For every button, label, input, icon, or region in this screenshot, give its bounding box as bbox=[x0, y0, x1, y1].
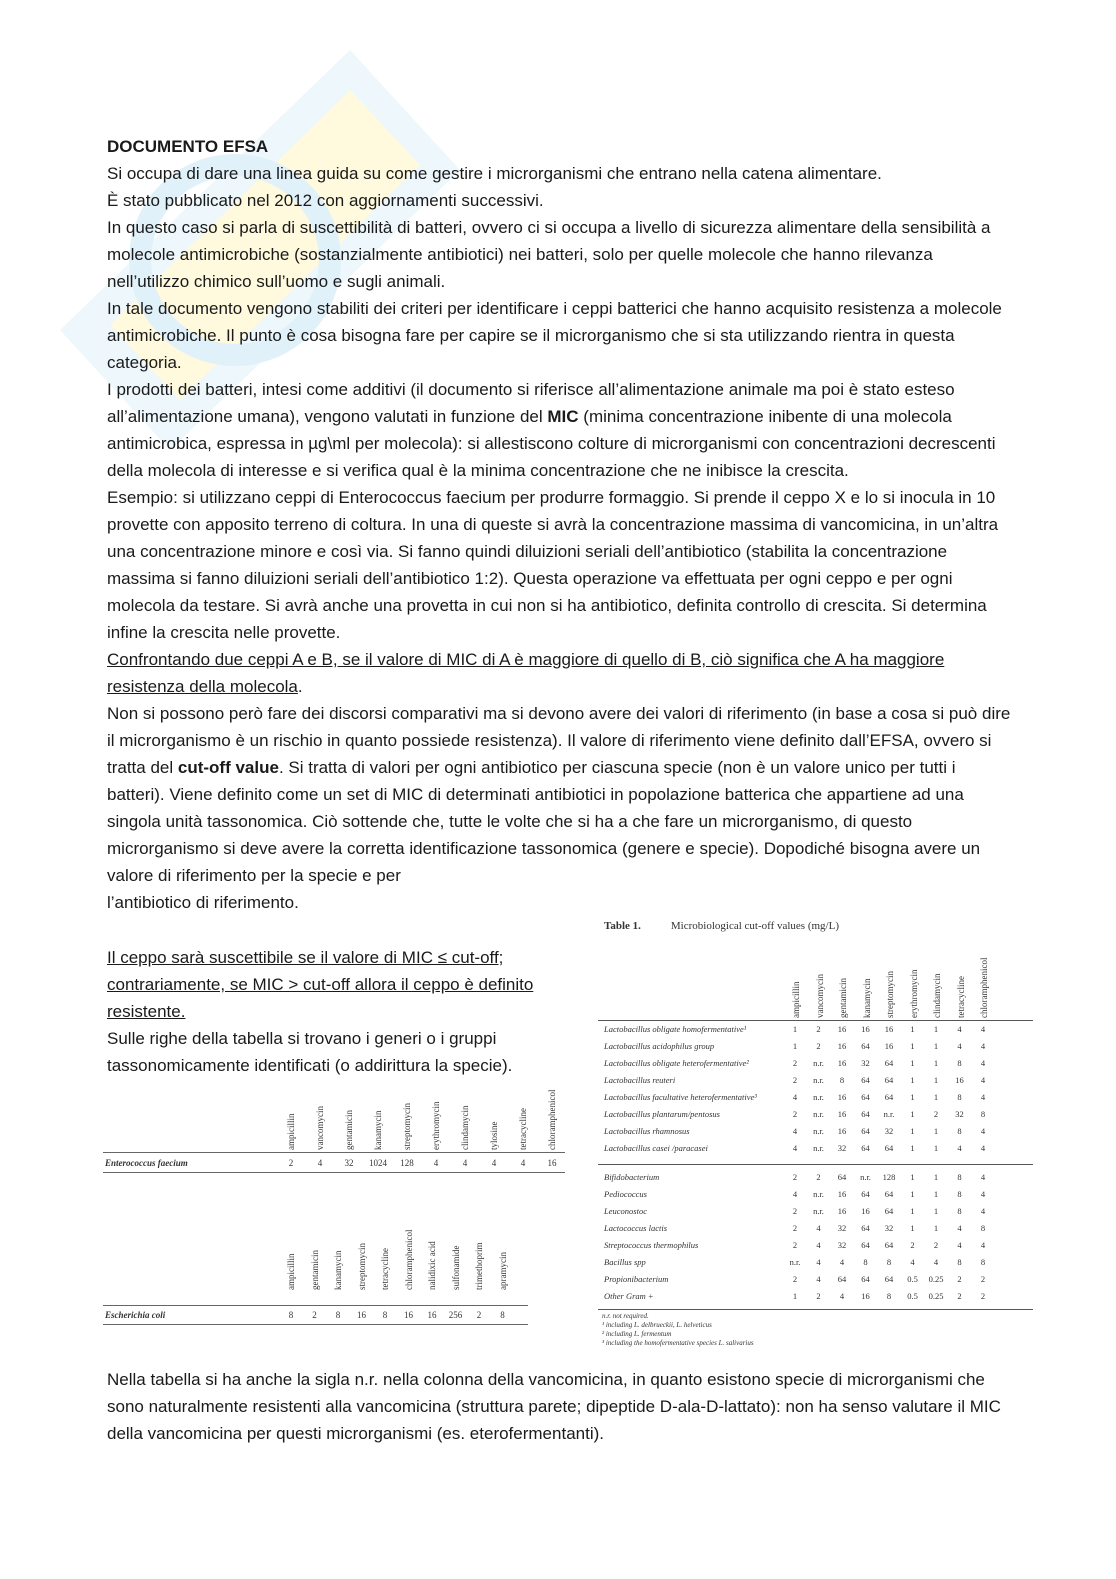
table-cell: 16 bbox=[837, 1189, 847, 1199]
table-cell: 1 bbox=[910, 1075, 915, 1085]
table-cell: 16 bbox=[861, 1206, 870, 1216]
table-cell: 2 bbox=[910, 1240, 915, 1250]
table-cell: 1 bbox=[792, 1041, 798, 1051]
column-header: gentamicin bbox=[838, 978, 848, 1018]
table-cell: 64 bbox=[861, 1274, 870, 1284]
footer-rule bbox=[103, 1172, 565, 1173]
table-cell: 64 bbox=[861, 1126, 870, 1136]
table-cell: 8 bbox=[957, 1189, 962, 1199]
table-cell: 64 bbox=[861, 1109, 870, 1119]
footer-rule bbox=[598, 1309, 1033, 1310]
table-cell: 4 bbox=[816, 1274, 821, 1284]
table-cell: 8 bbox=[839, 1075, 845, 1085]
table-cell: 2 bbox=[792, 1274, 798, 1284]
closing-paragraph bbox=[107, 1366, 1012, 1447]
column-header: streptomycin bbox=[885, 971, 895, 1018]
table-cell: 64 bbox=[861, 1223, 870, 1233]
table-cell: 4 bbox=[957, 1143, 962, 1153]
table-cell: 4 bbox=[816, 1240, 821, 1250]
table-cell: 64 bbox=[837, 1172, 847, 1182]
group-rule bbox=[598, 1164, 1033, 1165]
table-cell: n.r. bbox=[860, 1172, 871, 1182]
table-cell: 2 bbox=[816, 1041, 821, 1051]
table-cell: 2 bbox=[957, 1274, 962, 1284]
lactobacillus-row-label: Lactobacillus acidophilus group bbox=[604, 1041, 715, 1051]
paragraph-comparison bbox=[107, 646, 1012, 700]
table-cell: n.r. bbox=[813, 1126, 824, 1136]
column-header: chloramphenicol bbox=[979, 957, 989, 1018]
table-cell: 64 bbox=[861, 1189, 870, 1199]
table-cell: 1 bbox=[933, 1092, 939, 1102]
table-cell: 0.5 bbox=[907, 1274, 918, 1284]
table-cell: 8 bbox=[957, 1092, 962, 1102]
table-cell: 16 bbox=[404, 1310, 413, 1320]
table-cell: 1 bbox=[910, 1172, 915, 1182]
other-genus-row-label: Other Gram + bbox=[604, 1291, 654, 1301]
table-footnote: ³ including the homofermentative species L. salivarius bbox=[602, 1339, 754, 1347]
table-cell: 1 bbox=[910, 1223, 915, 1233]
table-cell: 8 bbox=[382, 1310, 388, 1320]
other-genus-row-label: Streptococcus thermophilus bbox=[604, 1240, 699, 1250]
header-rule bbox=[103, 1152, 565, 1153]
comparison-underlined: Confrontando due ceppi A e B, se il valore di MIC di A è maggiore di quello di B, ciò significa che A ha maggiore resistenza della molecola bbox=[107, 650, 945, 696]
table-cell: 4 bbox=[317, 1158, 323, 1168]
other-genus-row-label: Pediococcus bbox=[604, 1189, 647, 1199]
table-cell: 2 bbox=[288, 1158, 294, 1168]
column-header: erythromycin bbox=[908, 969, 919, 1018]
mic-text-after: (minima concentrazione inibente di una molecola antimicrobica, espressa in µg\ml per molecola): si allestiscono colture di microrganismi con concentrazioni decrescenti della molecola di interesse e si verifica qual è la minima concentrazione che ne inibisce la crescita. bbox=[107, 407, 996, 480]
column-header: kanamycin bbox=[333, 1250, 343, 1290]
table-cell: n.r. bbox=[789, 1257, 801, 1267]
cutoff-text-before: Non si possono però fare dei discorsi comparativi ma si devono avere dei valori di riferimento (in base a cosa si può dire il microrganismo è un rischio in quanto possiede resistenza). Il valore di riferimento viene definito dall’EFSA, ovvero si tratta del bbox=[107, 704, 1011, 777]
table-cell: 2 bbox=[792, 1223, 798, 1233]
table-cell: 4 bbox=[980, 1172, 986, 1182]
lactobacillus-row-label: Lactobacillus plantarum/pentosus bbox=[604, 1109, 720, 1119]
table-cell: 64 bbox=[837, 1274, 847, 1284]
table-cell: 64 bbox=[884, 1092, 894, 1102]
table-cell: 16 bbox=[884, 1024, 894, 1034]
table-cell: 256 bbox=[448, 1310, 463, 1320]
table-cell: 1 bbox=[933, 1143, 939, 1153]
paragraph-cutoff bbox=[107, 700, 1012, 889]
paragraph-susceptibility: In questo caso si parla di suscettibilità di batteri, ovvero ci si occupa a livello di sicurezza alimentare della sensibilità a molecole antimicrobiche (sostanzialmente antibiotici) nei batteri, solo per quelle molecole che hanno rilevanza nell’utilizzo chimico sull’uomo e sugli animali. bbox=[107, 218, 991, 291]
table-cell: 16 bbox=[837, 1058, 847, 1068]
row-label: Enterococcus faecium bbox=[105, 1158, 188, 1168]
table-cell: 4 bbox=[933, 1257, 939, 1267]
table-cell: 16 bbox=[837, 1109, 847, 1119]
lactobacillus-row-label: Lactobacillus reuteri bbox=[604, 1075, 676, 1085]
table-cell: 2 bbox=[476, 1310, 482, 1320]
table-cell: 64 bbox=[884, 1240, 894, 1250]
column-header: clindamycin bbox=[932, 973, 942, 1018]
cutoff-term: cut-off value bbox=[177, 758, 279, 777]
table-cell: 1 bbox=[933, 1206, 939, 1216]
table-cell: 1 bbox=[933, 1223, 939, 1233]
table-cell: 4 bbox=[910, 1257, 915, 1267]
footer-rule bbox=[103, 1324, 528, 1325]
table-cell: 2 bbox=[792, 1058, 798, 1068]
table-cell: 32 bbox=[344, 1158, 354, 1168]
column-header: gentamicin bbox=[309, 1250, 320, 1290]
column-header: vancomycin bbox=[315, 1106, 325, 1150]
table-cell: n.r. bbox=[883, 1109, 895, 1119]
table-cell: 16 bbox=[955, 1075, 964, 1085]
table-cell: 4 bbox=[957, 1041, 962, 1051]
table-cell: 1 bbox=[910, 1189, 915, 1199]
closing-text: Nella tabella si ha anche la sigla n.r. nella colonna della vancomicina, in quanto esistono specie di microrganismi che sono naturalmente resistenti alla vancomicina (struttura parete; dipeptide D-ala-D-lattato): non ha senso valutare il MIC della vancomicina per questi microrganismi (es. eterofermentanti). bbox=[107, 1370, 1001, 1443]
column-header: gentamicin bbox=[344, 1110, 354, 1150]
table-cell: 4 bbox=[792, 1092, 798, 1102]
table-footnote: ² including L. fermentum bbox=[602, 1330, 672, 1338]
table-cell: 4 bbox=[462, 1158, 468, 1168]
lactobacillus-row-label: Lactobacillus casei /paracasei bbox=[604, 1143, 708, 1153]
table-cell: 2 bbox=[933, 1240, 939, 1250]
column-header: tetracycline bbox=[518, 1108, 528, 1150]
table-cell: n.r. bbox=[813, 1206, 824, 1216]
table-cell: 2 bbox=[816, 1172, 821, 1182]
table-cell: 16 bbox=[837, 1024, 847, 1034]
table-cell: 8 bbox=[288, 1310, 294, 1320]
table-cell: 8 bbox=[957, 1206, 962, 1216]
table-cell: 64 bbox=[884, 1189, 894, 1199]
table-cell: 1 bbox=[792, 1291, 798, 1301]
table-cell: 8 bbox=[980, 1109, 986, 1119]
table-cell: 4 bbox=[792, 1143, 798, 1153]
table-cell: 1 bbox=[933, 1041, 939, 1051]
table-cell: 8 bbox=[886, 1257, 892, 1267]
header-rule bbox=[598, 1020, 1033, 1021]
table-cell: 4 bbox=[957, 1240, 962, 1250]
table-cell: n.r. bbox=[813, 1092, 824, 1102]
table-cell: 8 bbox=[957, 1126, 962, 1136]
table-cell: 32 bbox=[837, 1240, 847, 1250]
table-cell: n.r. bbox=[813, 1189, 824, 1199]
table-footnote: n.r. not required. bbox=[602, 1312, 649, 1320]
table-cell: 1 bbox=[933, 1075, 939, 1085]
table-cell: 8 bbox=[980, 1257, 986, 1267]
table-cell: 4 bbox=[839, 1257, 845, 1267]
header-rule bbox=[103, 1305, 528, 1306]
table-cell: 1 bbox=[933, 1058, 939, 1068]
table-cell: 16 bbox=[837, 1126, 847, 1136]
table-cell: 4 bbox=[433, 1158, 439, 1168]
other-genus-row-label: Leuconostoc bbox=[604, 1206, 647, 1216]
table-cell: 16 bbox=[861, 1291, 870, 1301]
table-cell: 64 bbox=[884, 1143, 894, 1153]
table-cell: 128 bbox=[400, 1158, 414, 1168]
other-genus-row-label: Lactococcus lactis bbox=[604, 1223, 668, 1233]
table-cell: 64 bbox=[861, 1075, 870, 1085]
table-footnote: ¹ including L. delbrueckii, L. helveticus bbox=[602, 1321, 712, 1329]
table-cell: 8 bbox=[980, 1223, 986, 1233]
table-cell: 1 bbox=[910, 1109, 915, 1119]
table-cell: 4 bbox=[816, 1257, 821, 1267]
table-cell: 1 bbox=[933, 1024, 939, 1034]
table-cell: 4 bbox=[980, 1024, 986, 1034]
table-cell: n.r. bbox=[813, 1075, 824, 1085]
table-cell: 1 bbox=[933, 1172, 939, 1182]
table-cell: 64 bbox=[861, 1092, 870, 1102]
table-cell: 4 bbox=[980, 1206, 986, 1216]
table-cell: 2 bbox=[792, 1240, 798, 1250]
table-1-label: Table 1. bbox=[604, 920, 641, 932]
table-cell: 2 bbox=[792, 1109, 798, 1119]
column-header: ampicillin bbox=[286, 1253, 296, 1290]
table-cell: 16 bbox=[837, 1092, 847, 1102]
cutoff-text-after: . Si tratta di valori per ogni antibiotico per ciascuna specie (non è un valore unico per tutti i batteri). Viene definito come un set di MIC di determinati antibiotici in popolazione batterica che appartiene ad una singola unità tassonomica. Ciò sottende che, tutte le volte che si ha a che fare un microrganismo, di questo microrganismo si deve avere la corretta identificazione tassonomica (genere e specie). Dopodiché bisogna avere un valore di riferimento per la specie e per bbox=[107, 758, 981, 885]
table-cell: 2 bbox=[957, 1291, 962, 1301]
table-cell: 16 bbox=[861, 1024, 870, 1034]
table-cell: 4 bbox=[980, 1189, 986, 1199]
table-cell: 2 bbox=[792, 1075, 798, 1085]
column-header: nalidixic acid bbox=[427, 1241, 437, 1290]
table-cell: n.r. bbox=[813, 1058, 824, 1068]
table-cell: 4 bbox=[792, 1126, 798, 1136]
table-cell: 16 bbox=[427, 1310, 437, 1320]
column-header: erythromycin bbox=[431, 1101, 441, 1150]
table-cell: 1 bbox=[910, 1143, 915, 1153]
table-cell: 1 bbox=[910, 1041, 915, 1051]
table-cell: 2 bbox=[792, 1172, 798, 1182]
table-cell: 2 bbox=[980, 1291, 986, 1301]
other-genus-row-label: Propionibacterium bbox=[604, 1274, 669, 1284]
table-cell: n.r. bbox=[813, 1109, 824, 1119]
column-header: vancomycin bbox=[814, 974, 825, 1018]
table-cell: 8 bbox=[886, 1291, 892, 1301]
lactobacillus-row-label: Lactobacillus obligate homofermentative¹ bbox=[604, 1024, 747, 1034]
table-cell: 16 bbox=[547, 1158, 557, 1168]
table-cell: 0.25 bbox=[928, 1274, 944, 1284]
table-cell: 32 bbox=[884, 1223, 894, 1233]
table-cell: 4 bbox=[980, 1058, 986, 1068]
table-cell: 128 bbox=[882, 1172, 896, 1182]
table-cell: 64 bbox=[884, 1274, 894, 1284]
table-cell: 16 bbox=[357, 1310, 366, 1320]
column-header: ampicillin bbox=[286, 1113, 296, 1150]
table-cell: 4 bbox=[839, 1291, 845, 1301]
table-cell: 8 bbox=[957, 1257, 962, 1267]
column-header: tetracycline bbox=[380, 1248, 390, 1290]
column-header: trimethoprim bbox=[474, 1242, 484, 1290]
table-cell: 2 bbox=[933, 1109, 939, 1119]
paragraph-cutoff-last: l’antibiotico di riferimento. bbox=[107, 893, 299, 912]
column-header: clindamycin bbox=[460, 1105, 470, 1150]
table-cell: 1 bbox=[933, 1189, 939, 1199]
table-1-caption: Microbiological cut-off values (mg/L) bbox=[670, 920, 840, 932]
table-cell: 1 bbox=[910, 1092, 915, 1102]
column-header: sulfonamide bbox=[450, 1245, 461, 1290]
other-genus-row-label: Bacillus spp bbox=[604, 1257, 646, 1267]
table-cell: 64 bbox=[884, 1058, 894, 1068]
table-cell: 4 bbox=[980, 1092, 986, 1102]
table-cell: 4 bbox=[816, 1223, 821, 1233]
rule-plain: Sulle righe della tabella si trovano i generi o i gruppi tassonomicamente identificati (o addirittura la specie). bbox=[107, 1029, 513, 1075]
other-genus-row-label: Bifidobacterium bbox=[604, 1172, 660, 1182]
table-cell: 4 bbox=[980, 1240, 986, 1250]
table-cell: 64 bbox=[884, 1075, 894, 1085]
table-cell: 8 bbox=[500, 1310, 505, 1320]
column-header: chloramphenicol bbox=[547, 1089, 557, 1150]
table-cell: 1 bbox=[910, 1126, 915, 1136]
column-header: kanamycin bbox=[373, 1110, 383, 1150]
table-cell: 0.25 bbox=[928, 1291, 944, 1301]
table-cell: 2 bbox=[816, 1291, 821, 1301]
table-cell: 2 bbox=[980, 1274, 986, 1284]
table-cell: 8 bbox=[957, 1172, 962, 1182]
table-cell: 8 bbox=[863, 1257, 868, 1267]
table-cell: 0.5 bbox=[907, 1291, 918, 1301]
table-cell: 1 bbox=[933, 1126, 939, 1136]
table-cell: 32 bbox=[837, 1143, 847, 1153]
column-header: kanamycin bbox=[861, 978, 872, 1018]
table-cell: n.r. bbox=[813, 1143, 824, 1153]
table-cell: 32 bbox=[955, 1109, 964, 1119]
paragraph-intro: Si occupa di dare una linea guida su come gestire i microrganismi che entrano nella catena alimentare. bbox=[107, 164, 882, 183]
table-cell: 1 bbox=[910, 1206, 915, 1216]
table-cell: 32 bbox=[884, 1126, 894, 1136]
table-cell: 8 bbox=[957, 1058, 962, 1068]
column-header: streptomycin bbox=[402, 1103, 412, 1150]
table-cell: 4 bbox=[491, 1158, 497, 1168]
table-cell: 2 bbox=[792, 1206, 798, 1216]
table-cell: 64 bbox=[861, 1240, 870, 1250]
column-header: apramycin bbox=[497, 1252, 508, 1290]
table-cell: 4 bbox=[520, 1158, 526, 1168]
table-cell: 64 bbox=[861, 1041, 870, 1051]
comparison-tail: . bbox=[297, 677, 303, 696]
table-cell: 32 bbox=[861, 1058, 870, 1068]
table-cell: 1024 bbox=[369, 1158, 387, 1168]
table-cell: 4 bbox=[980, 1041, 986, 1051]
mic-text-before: I prodotti dei batteri, intesi come additivi (il documento si riferisce all’alimentazione animale ma poi è stato esteso all’alimentazione umana), vengono valutati in funzione del bbox=[107, 380, 955, 426]
column-header: streptomycin bbox=[356, 1243, 367, 1290]
column-header: tylosine bbox=[489, 1121, 499, 1150]
column-header: chloramphenicol bbox=[403, 1229, 414, 1290]
table-cell: 4 bbox=[980, 1143, 986, 1153]
main-text bbox=[107, 133, 1012, 916]
column-header: ampicillin bbox=[791, 981, 801, 1018]
mic-term: MIC bbox=[547, 407, 579, 426]
column-header: tetracycline bbox=[955, 976, 966, 1018]
paragraph-mic bbox=[107, 376, 1012, 484]
document-heading: DOCUMENTO EFSA bbox=[107, 137, 269, 156]
lactobacillus-row-label: Lactobacillus obligate heterofermentative² bbox=[604, 1058, 749, 1068]
table-1-cutoff-values bbox=[598, 918, 1033, 1348]
paragraph-published: È stato pubblicato nel 2012 con aggiornamenti successivi. bbox=[107, 191, 544, 210]
table-cell: 16 bbox=[837, 1206, 847, 1216]
row-label: Escherichia coli bbox=[105, 1310, 166, 1320]
table-cell: 4 bbox=[957, 1223, 962, 1233]
table-cell: 8 bbox=[335, 1310, 341, 1320]
rule-underlined: Il ceppo sarà suscettibile se il valore di MIC ≤ cut-off; contrariamente, se MIC > cut-off allora il ceppo è definito resistente. bbox=[107, 948, 534, 1021]
table-enterococcus-faecium bbox=[103, 1088, 565, 1178]
table-escherichia-coli bbox=[103, 1212, 528, 1327]
table-cell: 1 bbox=[910, 1024, 915, 1034]
table-1-title bbox=[604, 920, 839, 932]
table-cell: 4 bbox=[980, 1126, 986, 1136]
table-cell: 4 bbox=[980, 1075, 986, 1085]
table-cell: 64 bbox=[884, 1206, 894, 1216]
rule-text bbox=[107, 944, 577, 1079]
table-cell: 4 bbox=[957, 1024, 962, 1034]
table-cell: 2 bbox=[816, 1024, 821, 1034]
table-cell: 2 bbox=[312, 1310, 317, 1320]
table-cell: 32 bbox=[837, 1223, 847, 1233]
lactobacillus-row-label: Lactobacillus facultative heterofermentative³ bbox=[604, 1092, 757, 1102]
table-cell: 16 bbox=[884, 1041, 894, 1051]
table-cell: 1 bbox=[792, 1024, 798, 1034]
lactobacillus-row-label: Lactobacillus rhamnosus bbox=[604, 1126, 690, 1136]
table-cell: 16 bbox=[837, 1041, 847, 1051]
table-cell: 64 bbox=[861, 1143, 870, 1153]
paragraph-criteria: In tale documento vengono stabiliti dei criteri per identificare i ceppi batterici che hanno acquisito resistenza a molecole antimicrobiche. Il punto è cosa bisogna fare per capire se il microrganismo che si sta utilizzando rientra in questa categoria. bbox=[107, 299, 1002, 372]
table-cell: 4 bbox=[792, 1189, 798, 1199]
paragraph-example: Esempio: si utilizzano ceppi di Enterococcus faecium per produrre formaggio. Si prende il ceppo X e lo si inocula in 10 provette con apposito terreno di coltura. In una di queste si avrà la concentrazione massima di vancomicina, in un’altra una concentrazione minore e così via. Si fanno quindi diluizioni seriali dell’antibiotico (stabilita la concentrazione massima si fanno diluizioni seriali dell’antibiotico 1:2). Questa operazione va effettuata per ogni ceppo e per ogni molecola da testare. Si avrà anche una provetta in cui non si ha antibiotico, definita controllo di crescita. Si determina infine la crescita nelle provette. bbox=[107, 488, 999, 642]
table-cell: 1 bbox=[910, 1058, 915, 1068]
